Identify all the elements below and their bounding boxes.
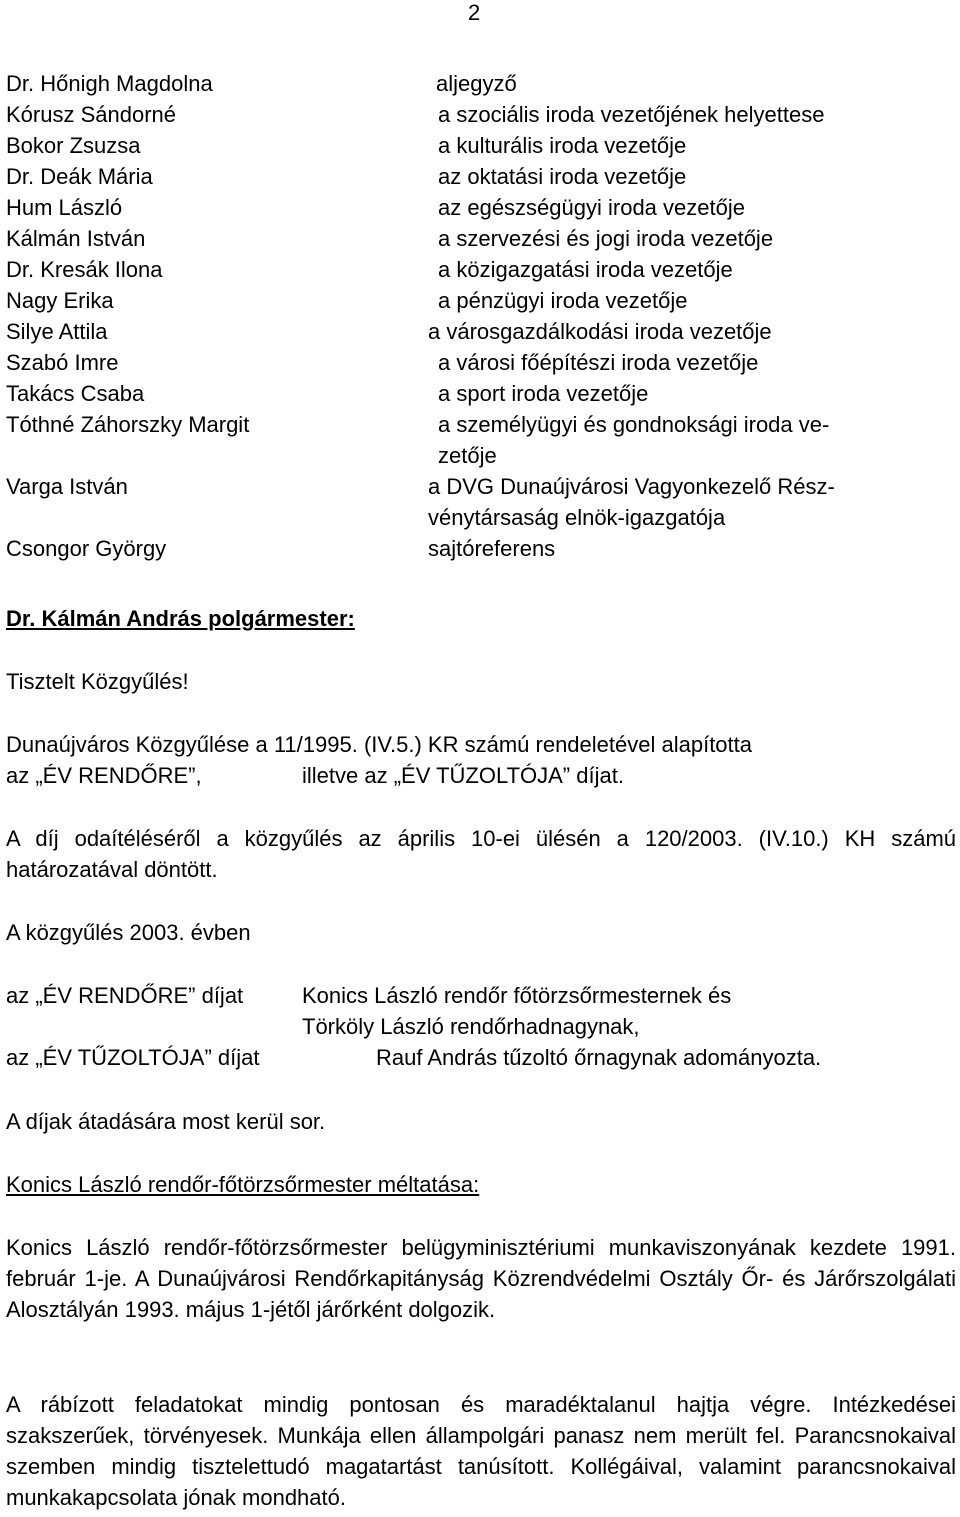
award-police-row xyxy=(6,980,956,1011)
greeting: Tisztelt Közgyűlés! xyxy=(6,669,189,694)
award-fire-recipient: Rauf András tűzoltó őrnagynak adományozta. xyxy=(376,1045,822,1070)
attendee-name: Hum László xyxy=(6,195,123,220)
attendee-role: a szervezési és jogi iroda vezetője xyxy=(438,226,774,251)
attendee-row xyxy=(6,254,946,285)
attendee-row xyxy=(6,130,946,161)
attendee-name: Dr. Kresák Ilona xyxy=(6,257,163,282)
attendee-row xyxy=(6,471,946,533)
attendee-role: a városgazdálkodási iroda vezetője xyxy=(428,319,772,344)
attendee-name: Dr. Deák Mária xyxy=(6,164,153,189)
attendee-name: Dr. Hőnigh Magdolna xyxy=(6,71,213,96)
award-list xyxy=(6,980,956,1073)
attendee-row xyxy=(6,316,946,347)
award-police-name: az „ÉV RENDŐRE”, xyxy=(6,763,202,788)
attendee-row xyxy=(6,409,946,471)
attendee-row xyxy=(6,347,946,378)
attendee-row xyxy=(6,99,946,130)
attendee-row xyxy=(6,533,946,564)
attendee-row xyxy=(6,161,946,192)
founding-line-2 xyxy=(6,760,956,791)
attendee-name: Takács Csaba xyxy=(6,381,145,406)
attendee-role: az oktatási iroda vezetője xyxy=(438,164,687,189)
attendee-role: sajtóreferens xyxy=(428,536,556,561)
attendee-row xyxy=(6,192,946,223)
attendee-role: a szociális iroda vezetőjének helyettese xyxy=(438,102,825,127)
award-fire-name: illetve az „ÉV TŰZOLTÓJA” díjat. xyxy=(302,763,624,788)
paragraph-career: Konics László rendőr-főtörzsőrmester belügyminisztériumi munkaviszonyának kezdete 1991. február 1-je. A Dunaújvárosi Rendőrkapitányság Közrendvédelmi Osztály Őr- és Járőrszolgálati Alosztályán 1993. május 1-jétől járőrként dolgozik. xyxy=(6,1235,956,1322)
attendee-name: Kálmán István xyxy=(6,226,146,251)
award-fire-row xyxy=(6,1042,956,1073)
section-heading: Konics László rendőr-főtörzsőrmester méltatása: xyxy=(6,1172,480,1197)
award-police-recipient-2: Törköly László rendőrhadnagynak, xyxy=(302,1014,640,1039)
award-police-label: az „ÉV RENDŐRE” díjat xyxy=(6,983,244,1008)
founding-line-1: Dunaújváros Közgyűlése a 11/1995. (IV.5.) KR számú rendeletével alapította xyxy=(6,732,753,757)
attendee-name: Nagy Erika xyxy=(6,288,114,313)
attendee-row xyxy=(6,285,946,316)
attendee-row xyxy=(6,68,946,99)
attendee-role: a DVG Dunaújvárosi Vagyonkezelő Rész- vénytársaság elnök-igazgatója xyxy=(428,474,835,530)
page-number: 2 xyxy=(468,0,481,25)
paragraph-ceremony: A díjak átadására most kerül sor. xyxy=(6,1109,326,1134)
attendee-name: Varga István xyxy=(6,474,128,499)
attendee-name: Silye Attila xyxy=(6,319,108,344)
attendee-row xyxy=(6,378,946,409)
attendee-role: a pénzügyi iroda vezetője xyxy=(438,288,688,313)
award-police-row-2 xyxy=(6,1011,956,1042)
paragraph-decision: A díj odaítéléséről a közgyűlés az április 10-ei ülésén a 120/2003. (IV.10.) KH számú határozatával döntött. xyxy=(6,826,956,882)
attendee-role: aljegyző xyxy=(436,71,517,96)
attendee-role: az egészségügyi iroda vezetője xyxy=(438,195,745,220)
attendee-role: a kulturális iroda vezetője xyxy=(438,133,687,158)
speaker-heading: Dr. Kálmán András polgármester: xyxy=(6,606,355,631)
paragraph-founding xyxy=(6,729,956,791)
attendee-name: Bokor Zsuzsa xyxy=(6,133,141,158)
attendee-row xyxy=(6,223,946,254)
attendee-role: a városi főépítészi iroda vezetője xyxy=(438,350,759,375)
attendee-name: Csongor György xyxy=(6,536,167,561)
paragraph-year: A közgyűlés 2003. évben xyxy=(6,920,251,945)
attendee-name: Tóthné Záhorszky Margit xyxy=(6,412,250,437)
attendee-role: a közigazgatási iroda vezetője xyxy=(438,257,733,282)
attendee-name: Kórusz Sándorné xyxy=(6,102,176,127)
attendee-role: a személyügyi és gondnoksági iroda ve- zetője xyxy=(438,412,830,468)
award-police-recipient-1: Konics László rendőr főtörzsőrmesternek és xyxy=(302,983,732,1008)
attendee-name: Szabó Imre xyxy=(6,350,119,375)
award-fire-label: az „ÉV TŰZOLTÓJA” díjat xyxy=(6,1045,260,1070)
attendee-role: a sport iroda vezetője xyxy=(438,381,649,406)
attendee-list xyxy=(6,68,946,564)
paragraph-evaluation: A rábízott feladatokat mindig pontosan és maradéktalanul hajtja végre. Intézkedései szakszerűek, törvényesek. Munkája ellen állampolgári panasz nem merült fel. Parancsnokaival szemben mindig tisztelettudó magatartást tanúsított. Kollégáival, valamint parancsnokaival munkakapcsolata jónak mondható. xyxy=(6,1392,956,1510)
